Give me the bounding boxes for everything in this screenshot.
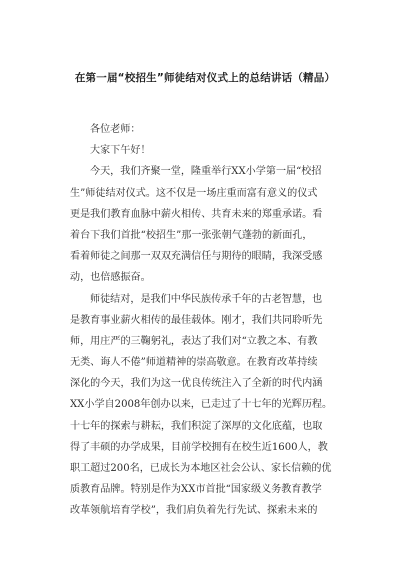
body-line: 职工超过200名，已成长为本地区社会公认、家长信赖的优 — [70, 463, 332, 474]
body-line: XX小学自2008年创办以来，已走过了十七年的光辉历程。 — [70, 399, 333, 411]
body-line: 更是我们教育血脉中薪火相传、共育未来的郑重承诺。看 — [70, 208, 323, 220]
body-line: 深化的今天，我们为这一优良传统注入了全新的时代内涵 — [70, 378, 323, 390]
document-body — [70, 119, 352, 522]
body-line: 生”师徒结对仪式。这不仅是一场庄重而富有意义的仪式 — [70, 187, 318, 199]
body-line: 着台下我们首批“校招生”那一张张朝气蓬勃的新面孔， — [70, 229, 313, 241]
body-line: 各位老师： — [90, 124, 141, 135]
body-line: 质教育品牌。特别是作为XX市首批“国家级义务教育教学 — [70, 484, 322, 496]
body-line: 看着师徒之间那一双双充满信任与期待的眼睛，我深受感 — [70, 251, 323, 263]
body-line: 师，用庄严的三鞠躬礼，表达了我们对“立教之本、有教 — [70, 335, 318, 347]
body-line: 无类、诲人不倦”师道精神的崇高敬意。在教育改革持续 — [70, 357, 318, 369]
body-line: 大家下午好！ — [90, 145, 151, 157]
body-line: 今天，我们齐聚一堂，隆重举行XX小学第一届“校招 — [90, 166, 322, 178]
body-line: 动，也倍感振奋。 — [70, 272, 151, 284]
body-line: 改革领航培育学校”，我们肩负着先行先试、探索未来的 — [70, 505, 318, 517]
body-line: 是教育事业薪火相传的最佳载体。刚才，我们共同聆听先 — [70, 314, 323, 326]
body-line: 师徒结对，是我们中华民族传承千年的古老智慧，也 — [90, 293, 323, 305]
body-line: 得了丰硕的办学成果，目前学校拥有在校生近1600人，教 — [70, 441, 328, 453]
body-line: 十七年的探索与耕耘，我们积淀了深厚的文化底蕴，也取 — [70, 420, 323, 432]
document-title: 在第一届“校招生”师徒结对仪式上的总结讲话（精品） — [74, 72, 336, 84]
